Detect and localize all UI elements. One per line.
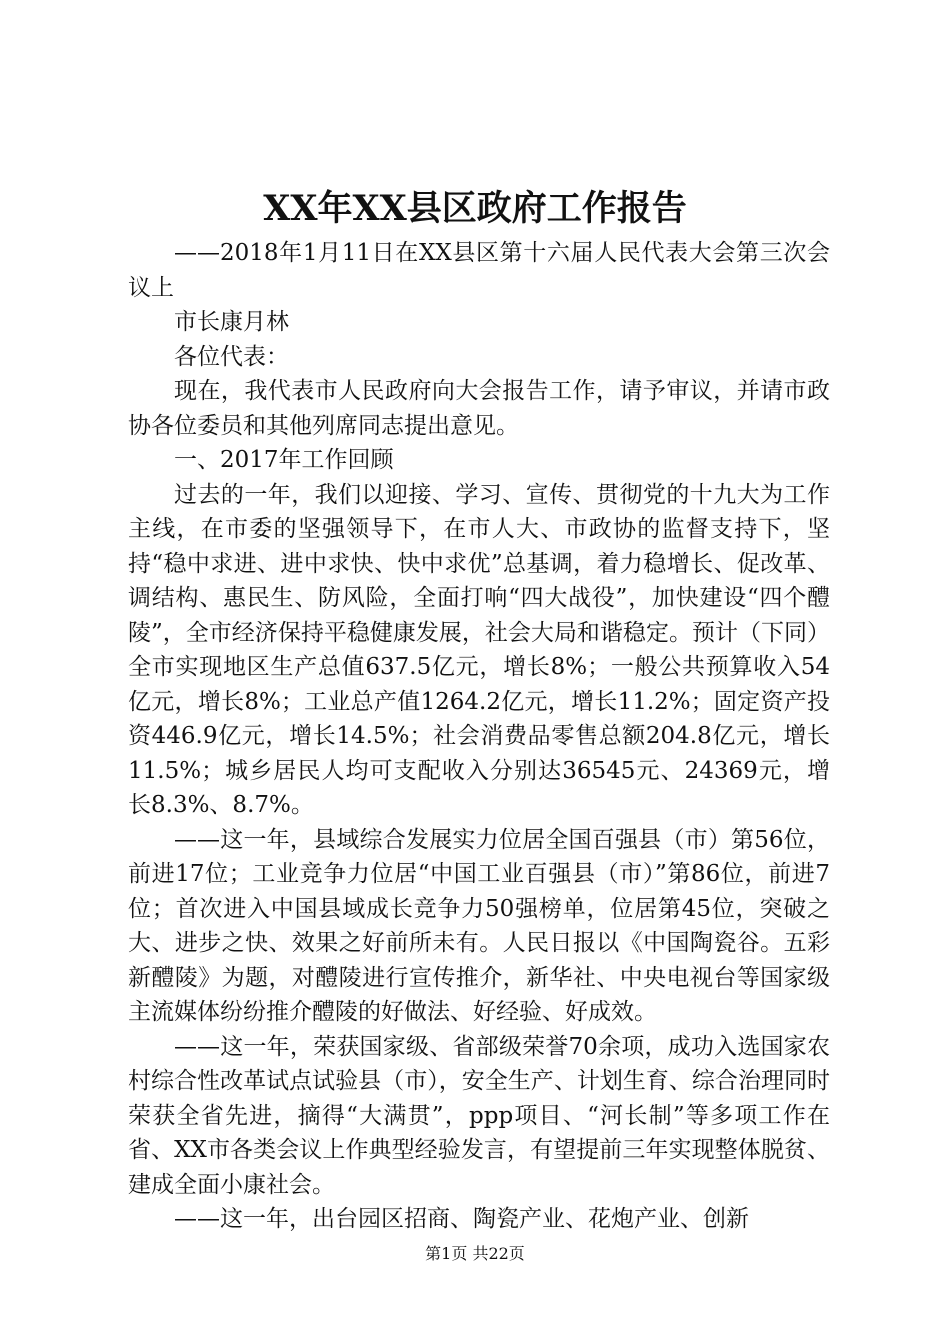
document-title: XX年XX县区政府工作报告 — [263, 188, 687, 229]
body-paragraph: ——这一年，县域综合发展实力位居全国百强县（市）第56位，前进17位；工业竞争力位居“中国工业百强县（市）”第86位，前进7位；首次进入中国县域成长竞争力50强榜单，位居第45位，突破之大、进步之快、效果之好前所未有。人民日报以《中国陶瓷谷。五彩新醴陵》为题，对醴陵进行宣传推介，新华社、中央电视台等国家级主流媒体纷纷推介醴陵的好做法、好经验、好成效。 — [128, 826, 830, 1025]
salutation: 各位代表： — [174, 343, 289, 370]
speaker-line: 市长康月林 — [174, 309, 289, 335]
body-paragraph: 现在，我代表市人民政府向大会报告工作，请予审议，并请市政协各位委员和其他列席同志提出意见。 — [128, 378, 830, 439]
document-body — [128, 236, 830, 1237]
body-paragraph: ——这一年，荣获国家级、省部级荣誉70余项，成功入选国家农村综合性改革试点试验县（市），安全生产、计划生育、综合治理同时荣获全省先进，摘得“大满贯”，ppp项目、“河长制”等多项工作在省、XX市各类会议上作典型经验发言，有望提前三年实现整体脱贫、建成全面小康社会。 — [128, 1033, 830, 1198]
section-heading: 一、2017年工作回顾 — [174, 447, 394, 473]
body-paragraph: ——这一年，出台园区招商、陶瓷产业、花炮产业、创新 — [174, 1206, 749, 1232]
body-paragraph: 过去的一年，我们以迎接、学习、宣传、贯彻党的十九大为工作主线，在市委的坚强领导下，在市人大、市政协的监督支持下，坚持“稳中求进、进中求快、快中求优”总基调，着力稳增长、促改革、调结构、惠民生、防风险，全面打响“四大战役”，加快建设“四个醴陵”，全市经济保持平稳健康发展，社会大局和谐稳定。预计（下同）全市实现地区生产总值637.5亿元，增长8%；一般公共预算收入54亿元，增长8%；工业总产值1264.2亿元，增长11.2%；固定资产投资446.9亿元，增长14.5%；社会消费品零售总额204.8亿元，增长11.5%；城乡居民人均可支配收入分别达36545元、24369元，增长8.3%、8.7%。 — [128, 481, 830, 818]
page-footer: 第1页 共22页 — [425, 1244, 525, 1263]
subtitle-paragraph: ——2018年1月11日在XX县区第十六届人民代表大会第三次会议上 — [128, 240, 830, 301]
